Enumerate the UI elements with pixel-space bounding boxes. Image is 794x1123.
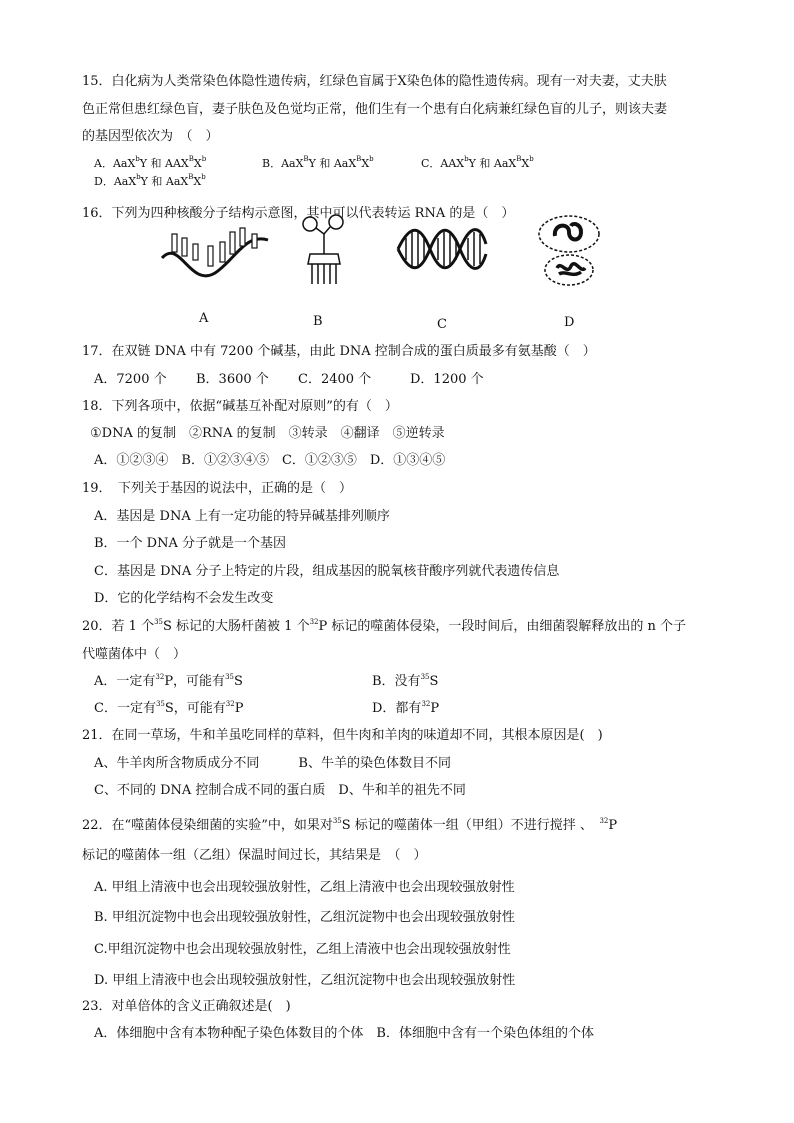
q20-option-c: C．一定有$^{35}$S，可能有$^{32}$P: [94, 700, 244, 716]
q22-option-a: A. 甲组上清液中也会出现较强放射性，乙组上清液中也会出现较强放射性: [94, 880, 515, 895]
q23-stem: 23．对单倍体的含义正确叙述是( ): [82, 999, 291, 1014]
q15-option-c: C．AAX$^b$Y 和 $AaX^BX^b$: [421, 155, 534, 170]
q15-stem-line3: 的基因型依次为 （ ）: [82, 129, 219, 144]
q17-option-a: A．7200 个: [94, 372, 167, 387]
q22-option-d: D. 甲组上清液中也会出现较强放射性，乙组沉淀物中也会出现较强放射性: [94, 973, 516, 988]
figure-d-coiled-strands: [533, 212, 605, 290]
figure-c-label: C: [437, 317, 447, 332]
q16-stem: 16．下列为四种核酸分子结构示意图，其中可以代表转运 RNA 的是（ ）: [82, 206, 515, 221]
q22-option-b: B. 甲组沉淀物中也会出现较强放射性，乙组沉淀物中也会出现较强放射性: [94, 910, 515, 925]
figure-c-double-helix: [396, 224, 488, 274]
figure-d-label: D: [564, 315, 575, 330]
q21-stem: 21．在同一草场，牛和羊虽吃同样的草料，但牛肉和羊肉的味道却不同，其根本原因是( ): [82, 728, 603, 743]
figure-a-label: A: [199, 311, 209, 326]
q21-options-row1: A、牛羊肉所含物质成分不同 B、牛羊的染色体数目不同: [94, 756, 451, 771]
q20-option-b: B．没有$^{35}$S: [372, 673, 439, 689]
q18-items: ①DNA 的复制 ②RNA 的复制 ③转录 ④翻译 ⑤逆转录: [90, 426, 445, 441]
q22-stem-line2: 标记的噬菌体一组（乙组）保温时间过长，其结果是 （ ）: [82, 848, 427, 863]
q20-option-d: D．都有$^{32}$P: [372, 700, 440, 716]
q19-option-c: C．基因是 DNA 分子上特定的片段，组成基因的脱氧核苷酸序列就代表遗传信息: [94, 564, 560, 579]
q22-option-c: C.甲组沉淀物中也会出现较强放射性，乙组上清液中也会出现较强放射性: [94, 942, 511, 957]
figure-b-label: B: [313, 314, 323, 329]
q19-option-a: A．基因是 DNA 上有一定功能的特异碱基排列顺序: [94, 509, 390, 524]
q20-stem-line2: 代噬菌体中（ ）: [82, 647, 187, 662]
q15-option-b: B．AaX$^B$Y 和 $AaX^BX^b$: [262, 155, 374, 170]
q18-stem: 18．下列各项中，依据“碱基互补配对原则”的有（ ）: [82, 399, 398, 414]
q22-stem-line1: 22．在“噬菌体侵染细菌的实验”中，如果对$^{35}$S 标记的噬菌体一组（甲组）不进行搅拌 、 $^{32}$P: [82, 817, 618, 833]
q15-option-d: D．AaX$^b$Y 和 $AaX^BX^b$: [94, 173, 206, 188]
q19-option-d: D．它的化学结构不会发生改变: [94, 591, 274, 606]
q19-stem: 19． 下列关于基因的说法中，正确的是（ ）: [82, 481, 353, 496]
q15-stem-line2: 色正常但患红绿色盲，妻子肤色及色觉均正常，他们生有一个患有白化病兼红绿色盲的儿子，则该夫妻: [82, 102, 668, 117]
figure-b-trna: [296, 212, 356, 292]
q20-option-a: A．一定有$^{32}$P，可能有$^{35}$S: [94, 673, 243, 689]
q21-options-row2: C、不同的 DNA 控制合成不同的蛋白质 D、牛和羊的祖先不同: [94, 783, 466, 798]
q17-option-c: C．2400 个: [298, 372, 372, 387]
q23-options: A．体细胞中含有本物种配子染色体数目的个体 B．体细胞中含有一个染色体组的个体: [94, 1026, 594, 1041]
q19-option-b: B．一个 DNA 分子就是一个基因: [94, 536, 287, 551]
q18-options: A．①②③④ B．①②③④⑤ C．①②③⑤ D．①③④⑤: [94, 453, 446, 468]
q20-stem-line1: 20．若 1 个$^{35}$S 标记的大肠杆菌被 1 个$^{32}$P 标记的噬菌体侵染，一段时间后，由细菌裂解释放出的 n 个子: [82, 618, 687, 634]
q17-option-d: D．1200 个: [410, 372, 484, 387]
q15-stem-line1: 15．白化病为人类常染色体隐性遗传病，红绿色盲属于X染色体的隐性遗传病。现有一对夫妻，丈夫肤: [82, 74, 667, 89]
figure-a-single-strand: [160, 228, 270, 288]
q17-option-b: B．3600 个: [196, 372, 269, 387]
q15-option-a: A．AaX$^b$Y 和 $AAX^BX^b$: [94, 155, 207, 170]
q17-stem: 17．在双链 DNA 中有 7200 个碱基，由此 DNA 控制合成的蛋白质最多有氨基酸（ ）: [82, 344, 596, 359]
